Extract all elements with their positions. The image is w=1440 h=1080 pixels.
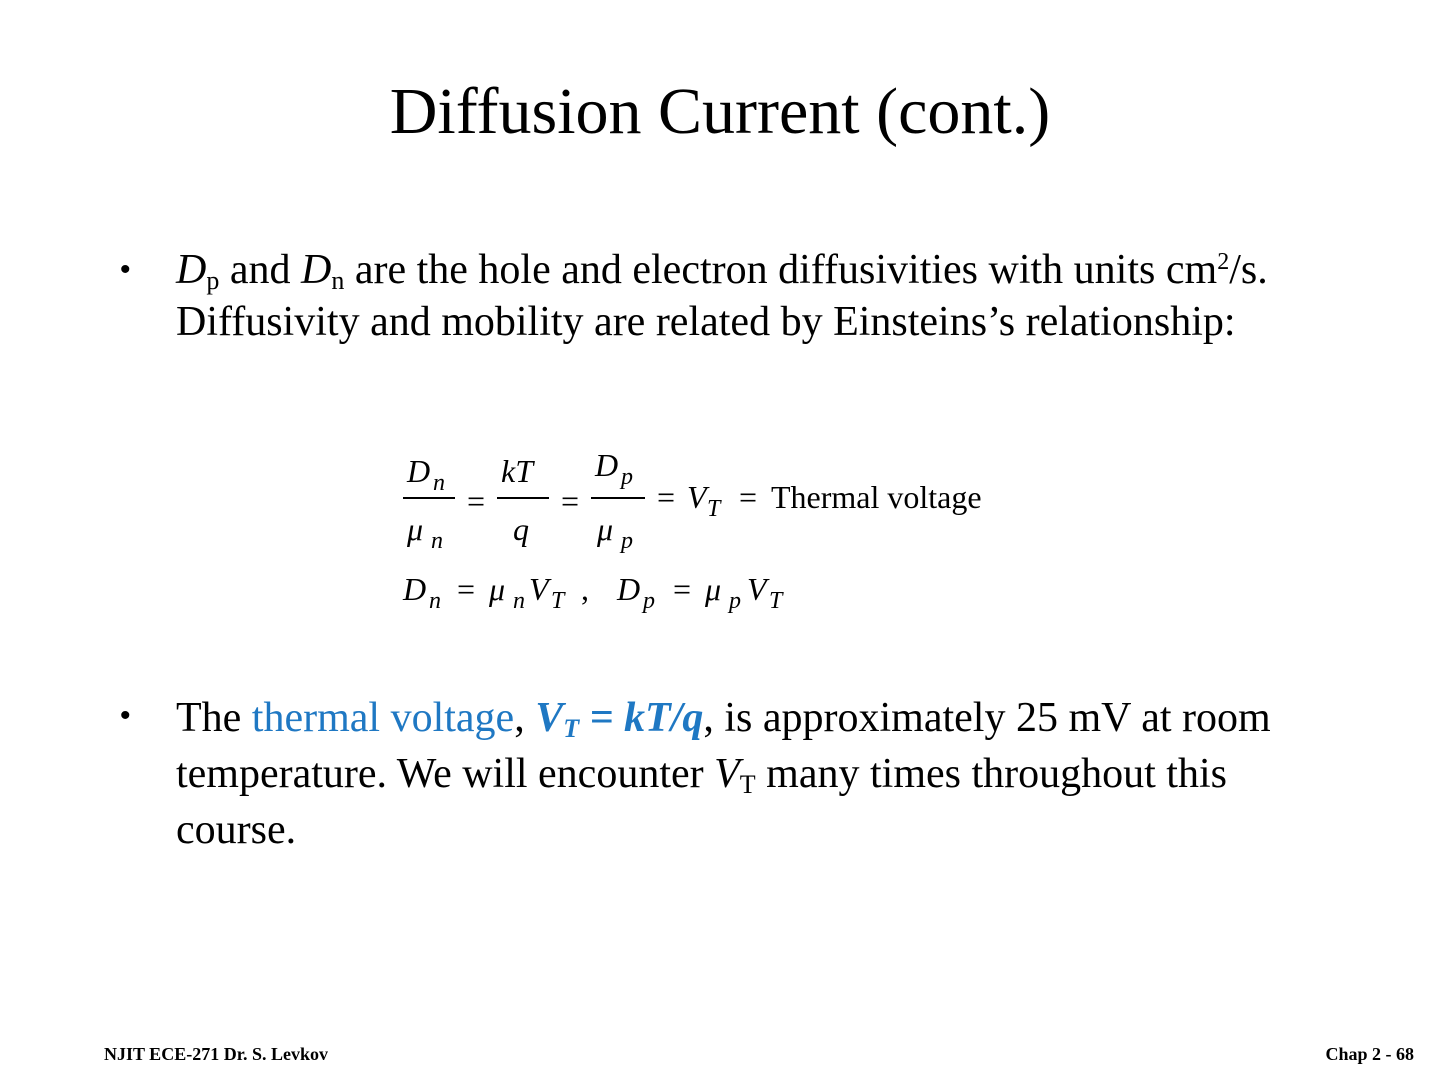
eq-dp-numerator: D <box>595 447 619 483</box>
eq-line2-dn: D <box>403 571 427 607</box>
svg-text:V: V <box>747 571 767 607</box>
dp-subscript: p <box>206 266 220 295</box>
text-units: are the hole and electron diffusivities with units cm <box>344 247 1218 293</box>
dn-symbol: D <box>301 247 332 293</box>
eq-line2-dp: D <box>617 571 641 607</box>
svg-text:T: T <box>769 588 783 614</box>
eq-thermal-voltage-label: Thermal voltage <box>771 479 982 515</box>
dp-symbol: D <box>176 247 207 293</box>
vt-formula: = kT/q <box>579 695 704 741</box>
eq-mun-denominator: μ <box>407 511 424 547</box>
svg-text:p: p <box>621 464 633 490</box>
dn-subscript: n <box>331 266 345 295</box>
text-approx: , is approximately 25 mV at room temperature. We will encounter <box>176 695 1271 797</box>
text-the: The <box>176 695 252 741</box>
svg-text:=: = <box>673 571 692 607</box>
svg-text:,: , <box>581 571 589 607</box>
svg-text:T: T <box>551 588 565 614</box>
bullet-text: The thermal voltage, $V_T = kT/q$, is approximately 25 mV at room temperature. We will encounter $V_T$ many times throughout this course. <box>176 695 1271 853</box>
text-relation: /s. Diffusivity and mobility are related by Einsteins’s relationship: <box>176 247 1268 345</box>
svg-text:=: = <box>561 483 580 519</box>
bullet-dot: • <box>120 699 131 732</box>
svg-text:p: p <box>621 528 633 554</box>
svg-text:T: T <box>707 496 721 522</box>
bullet-text <box>176 244 1350 348</box>
svg-text:n: n <box>513 588 525 614</box>
bullet-thermal-voltage <box>120 690 1350 858</box>
vt-symbol: V <box>535 695 564 741</box>
text-course: many times throughout this course. <box>176 751 1227 853</box>
svg-text:n: n <box>433 470 445 496</box>
superscript-2: 2 <box>1217 249 1230 275</box>
svg-text:=: = <box>739 479 758 515</box>
footer-page-number: Chap 2 - 68 <box>1325 1044 1414 1064</box>
bullet-dot: • <box>120 253 131 286</box>
vt2-symbol: V <box>714 751 740 797</box>
svg-text:μ: μ <box>705 571 722 607</box>
vt2-subscript: T <box>739 770 756 799</box>
text-and: and <box>219 247 301 293</box>
eq-q-denominator: q <box>513 511 529 547</box>
equation-svg <box>395 440 1075 640</box>
thermal-voltage-term: thermal voltage <box>251 695 515 741</box>
svg-text:μ: μ <box>489 571 506 607</box>
bullet-diffusivities <box>120 244 1350 348</box>
slide-title: Diffusion Current (cont.) <box>389 75 1051 148</box>
footer-course: NJIT ECE-271 Dr. S. Levkov <box>104 1044 329 1064</box>
svg-text:p: p <box>643 588 655 614</box>
eq-kt-numerator: kT <box>501 453 533 489</box>
eq-mup-denominator: μ <box>597 511 614 547</box>
einstein-equation <box>395 440 1075 640</box>
svg-text:p: p <box>729 588 741 614</box>
svg-text:=: = <box>657 479 676 515</box>
svg-text:=: = <box>467 483 486 519</box>
vt-subscript: T <box>563 714 580 743</box>
eq-dn-numerator: D <box>407 453 431 489</box>
svg-text:n: n <box>431 528 443 554</box>
svg-text:=: = <box>457 571 476 607</box>
eq-vt: V <box>687 479 707 515</box>
svg-text:V: V <box>529 571 549 607</box>
svg-text:n: n <box>429 588 441 614</box>
